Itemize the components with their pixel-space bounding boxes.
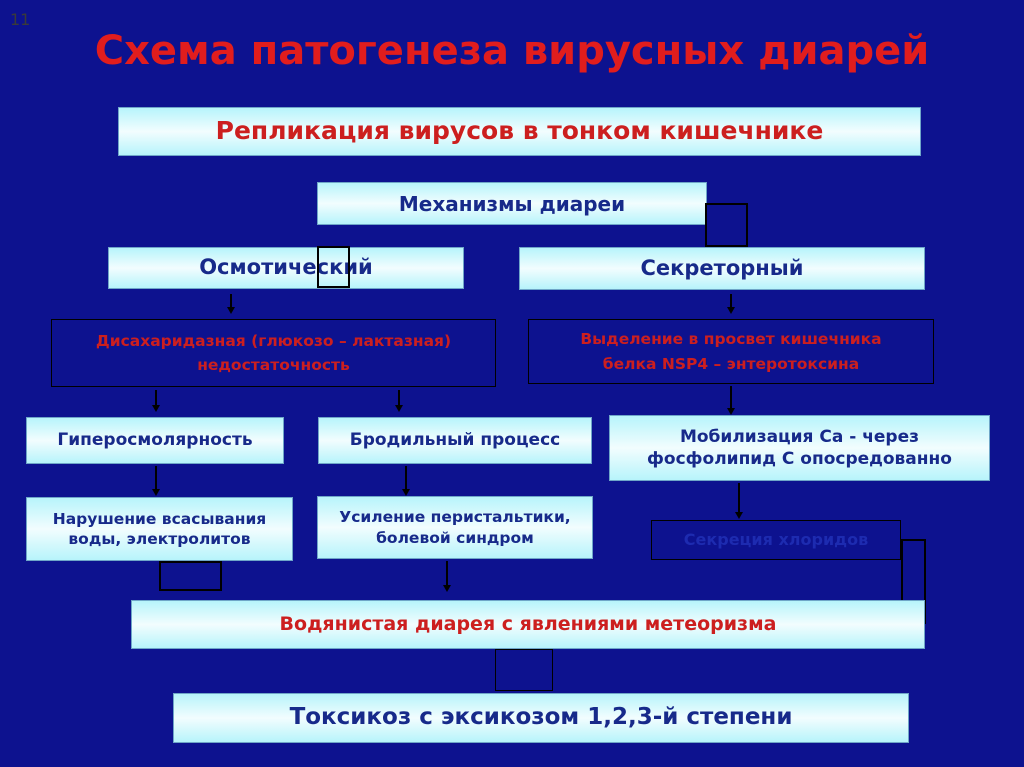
arrow-head: [727, 408, 735, 415]
connector-line: [738, 483, 740, 512]
arrow-head: [152, 489, 160, 496]
connector-line: [405, 466, 407, 489]
nsp4-line-1: Выделение в просвет кишечника: [580, 330, 882, 349]
connector-line: [230, 294, 232, 308]
absorption-box: [26, 497, 293, 561]
peristalsis-box: [317, 496, 593, 559]
mechanisms-box: [317, 182, 707, 225]
chloride-label: Секреция хлоридов: [683, 529, 869, 549]
arrow-head: [443, 585, 451, 592]
peristalsis-line-1: Усиление перистальтики,: [339, 508, 571, 527]
arrow-head: [727, 307, 735, 314]
secretory-label: Секреторный: [640, 255, 804, 280]
secretory-box: [519, 247, 925, 290]
arrow-head: [227, 307, 235, 314]
absorption-line-1: Нарушение всасывания: [52, 509, 267, 528]
decorative-square: [495, 649, 553, 691]
connector-line: [398, 390, 400, 405]
osmotic-box: [108, 247, 464, 289]
connector-line: [155, 466, 157, 489]
arrow-head: [152, 405, 160, 412]
peristalsis-line-2: болевой синдром: [376, 528, 534, 547]
toxicosis-label: Токсикоз с эксикозом 1,2,3-й степени: [289, 704, 793, 731]
disaccharidase-line-2: недостаточность: [197, 356, 350, 374]
replication-label: Репликация вирусов в тонком кишечнике: [215, 116, 824, 146]
fermentation-label: Бродильный процесс: [349, 430, 561, 451]
nsp4-box: [528, 319, 934, 384]
disaccharidase-box: [51, 319, 496, 387]
chloride-box: [651, 520, 901, 560]
decorative-square: [705, 203, 748, 247]
connector-line: [155, 390, 157, 405]
hyperosmolarity-box: [26, 417, 284, 464]
arrow-head: [402, 489, 410, 496]
arrow-head: [395, 405, 403, 412]
watery-diarrhea-box: [131, 600, 925, 649]
connector-line: [730, 386, 732, 408]
osmotic-label: Осмотический: [199, 255, 373, 280]
absorption-line-2: воды, электролитов: [68, 530, 251, 548]
connector-line: [446, 561, 448, 585]
mechanisms-label: Механизмы диареи: [398, 191, 626, 216]
toxicosis-box: [173, 693, 909, 743]
calcium-line-1: Мобилизация Са - через: [679, 426, 920, 447]
decorative-square: [159, 561, 222, 591]
arrow-head: [735, 512, 743, 519]
slide-number: 11: [10, 10, 31, 29]
replication-box: [118, 107, 921, 156]
watery-diarrhea-label: Водянистая диарея с явлениями метеоризма: [279, 613, 777, 636]
nsp4-line-2: белка NSP4 – энтеротоксина: [602, 354, 860, 373]
fermentation-box: [318, 417, 592, 464]
calcium-line-2: фосфолипид С опосредованно: [647, 449, 952, 469]
connector-line: [730, 294, 732, 308]
hyperosmolarity-label: Гиперосмолярность: [57, 430, 253, 451]
decorative-square: [317, 246, 350, 288]
disaccharidase-line-1: Дисахаридазная (глюкозо – лактазная): [95, 331, 452, 350]
calcium-box: [609, 415, 990, 481]
page-title: Схема патогенеза вирусных диарей: [94, 28, 930, 74]
